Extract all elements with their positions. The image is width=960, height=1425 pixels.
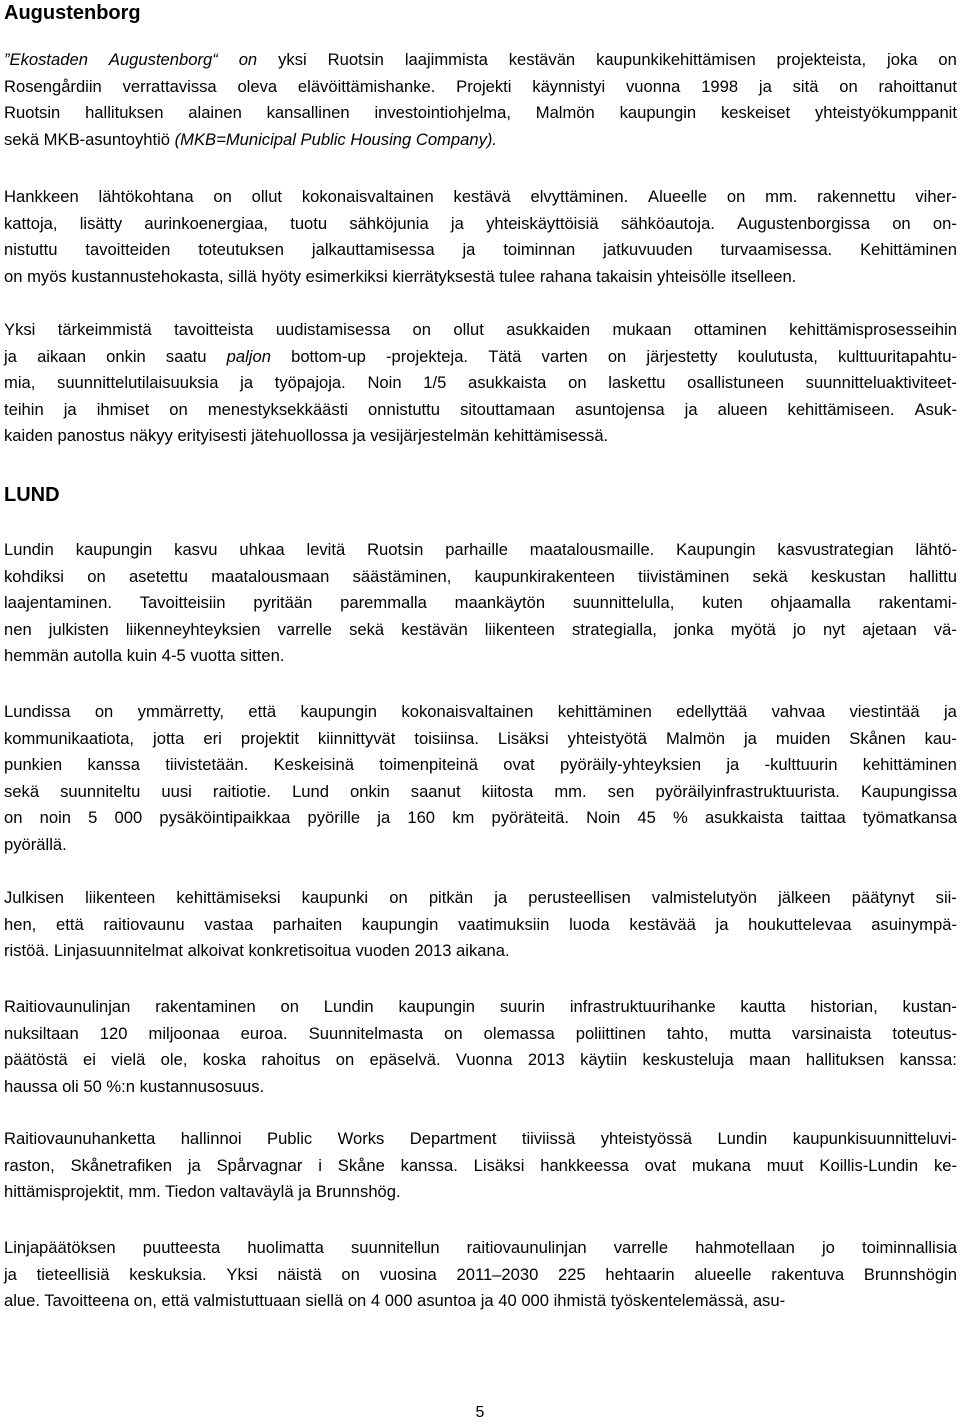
text-line: kommunikaatiota, jotta eri projektit kiinnittyvät toisiinsa. Lisäksi yhteistyötä Malmön ja muiden Skånen kau- (4, 728, 957, 748)
text-line: nen julkisten liikenneyhteyksien varrelle sekä kestävän liikenteen strategialla, jonka myötä jo nyt ajetaan vä- (4, 619, 957, 639)
text-line: ristöä. Linjasuunnitelmat alkoivat konkretisoitua vuoden 2013 aikana. (4, 941, 510, 960)
text-line: Raitiovaunuhanketta hallinnoi Public Works Department tiiviissä yhteistyössä Lundin kaupunkisuunnitteluvi- (4, 1129, 957, 1148)
paragraph-lund-brunnshog (4, 1235, 957, 1315)
text-line: hittämisprojektit, mm. Tiedon valtaväylä ja Brunnshög. (4, 1182, 401, 1201)
text-line: raston, Skånetrafiken ja Spårvagnar i Skåne kanssa. Lisäksi hankkeessa ovat mukana muut Koillis-Lundin ke- (4, 1155, 957, 1175)
paragraph-augustenborg-intro (4, 47, 957, 153)
text-line: päätöstä ei vielä ole, koska rahoitus on epäselvä. Vuonna 2013 käytiin keskusteluja maan hallituksen kanssa: (4, 1050, 957, 1069)
text-line: pyörällä. (4, 834, 67, 854)
text-line: Ruotsin hallituksen alainen kansallinen investointiohjelma, Malmön kaupungin keskeiset yhteistyökumppanit (4, 103, 957, 122)
text-line: ”Ekostaden Augustenborg“ on yksi Ruotsin laajimmista kestävän kaupunkikehittämisen projekteista, joka on (4, 50, 957, 69)
text-line: alue. Tavoitteena on, että valmistuttuaan siellä on 4 000 asuntoa ja 40 000 ihmistä työskentelemässä, asu- (4, 1291, 786, 1310)
section-heading-lund: LUND (4, 484, 60, 506)
text-line: Lundin kaupungin kasvu uhkaa levitä Ruotsin parhaille maatalousmaille. Kaupungin kasvustrategian lähtö- (4, 540, 957, 559)
paragraph-augustenborg-approach (4, 184, 957, 290)
text-line: kaiden panostus näkyy erityisesti jätehuollossa ja vesijärjestelmän kehittämisessä. (4, 426, 609, 445)
text-line: Yksi tärkeimmistä tavoitteista uudistamisessa on ollut asukkaiden mukaan ottaminen kehittämisprosesseihin (4, 320, 957, 339)
text-line: punkien kanssa tiivistetään. Keskeisinä toimenpiteinä ovat pyöräily-yhteyksien ja -kulttuurin kehittäminen (4, 755, 957, 774)
text-line: Hankkeen lähtökohtana on ollut kokonaisvaltainen kestävä elvyttäminen. Alueelle on mm. rakennettu viher- (4, 187, 957, 206)
text-line: laajentaminen. Tavoitteisiin pyritään paremmalla maankäytön suunnittelulla, kuten ohjaamalla rakentami- (4, 593, 957, 612)
text-line: Rosengårdiin verrattavissa oleva elävöittämishanke. Projekti käynnistyi vuonna 1998 ja sitä on rahoittanut (4, 76, 957, 96)
text-line: kohdiksi on asetettu maatalousmaan säästäminen, kaupunkirakenteen tiivistäminen sekä keskustan hallittu (4, 566, 957, 586)
text-line: sekä MKB-asuntoyhtiö (MKB=Municipal Public Housing Company). (4, 129, 497, 149)
paragraph-lund-communication (4, 699, 957, 858)
text-line: ja aikaan onkin saatu paljon bottom-up -projekteja. Tätä varten on järjestetty koulutusta, kulttuuritapahtu- (4, 346, 957, 366)
paragraph-lund-public-transport (4, 885, 957, 965)
text-line: mia, suunnittelutilaisuuksia ja työpajoja. Noin 1/5 asukkaista on laskettu osallistuneen suunnitteluaktiviteet- (4, 373, 957, 392)
paragraph-augustenborg-participation (4, 317, 957, 450)
page-number: 5 (475, 1404, 485, 1421)
text-line: nistuttu tavoitteiden toteutuksen jalkauttamisessa ja toiminnan jatkuvuuden turvaamisessa. Kehittäminen (4, 240, 957, 259)
section-heading-augustenborg: Augustenborg (4, 2, 141, 24)
text-line: sekä suunniteltu uusi raitiotie. Lund onkin saanut kiitosta mm. sen pyöräilyinfrastruktuurista. Kaupungissa (4, 781, 957, 801)
text-line: nuksiltaan 120 miljoonaa euroa. Suunnitelmasta on olemassa poliittinen tahto, mutta varsinaista toteutus- (4, 1023, 957, 1043)
text-line: Raitiovaunulinjan rakentaminen on Lundin kaupungin suurin infrastruktuurihanke kautta historian, kustan- (4, 997, 957, 1016)
text-line: on myös kustannustehokasta, sillä hyöty esimerkiksi kierrätyksestä tulee rahana takaisin yhteisölle itselleen. (4, 266, 797, 286)
text-line: kattoja, lisätty aurinkoenergiaa, tuotu sähköjunia ja yhteiskäyttöisiä sähköautoja. Augustenborgissa on on- (4, 213, 957, 233)
text-line: haussa oli 50 %:n kustannusosuus. (4, 1076, 265, 1096)
paragraph-lund-tram-construction (4, 994, 957, 1100)
text-line: teihin ja ihmiset on menestyksekkäästi onnistuttu sitouttamaan asuntojensa ja alueen kehittämiseen. Asuk- (4, 399, 957, 419)
paragraph-lund-growth (4, 537, 957, 670)
paragraph-lund-tram-management (4, 1126, 957, 1206)
text-line: Linjapäätöksen puutteesta huolimatta suunnitellun raitiovaunulinjan varrelle hahmotellaan jo toiminnallisia (4, 1238, 957, 1257)
text-line: Julkisen liikenteen kehittämiseksi kaupunki on pitkän ja perusteellisen valmistelutyön jälkeen päätynyt sii- (4, 888, 957, 907)
text-line: ja tieteellisiä keskuksia. Yksi näistä on vuosina 2011–2030 225 hehtaarin alueelle rakentuva Brunnshögin (4, 1264, 957, 1284)
text-line: on noin 5 000 pysäköintipaikkaa pyörille ja 160 km pyöräteitä. Noin 45 % asukkaista taittaa työmatkansa (4, 808, 957, 827)
text-line: hemmän autolla kuin 4-5 vuotta sitten. (4, 646, 285, 665)
text-line: Lundissa on ymmärretty, että kaupungin kokonaisvaltainen kehittäminen edellyttää vahvaa viestintää ja (4, 702, 957, 721)
text-line: hen, että raitiovaunu vastaa parhaiten kaupungin vaatimuksiin luoda kestävää ja houkuttelevaa asuinympä- (4, 914, 957, 934)
